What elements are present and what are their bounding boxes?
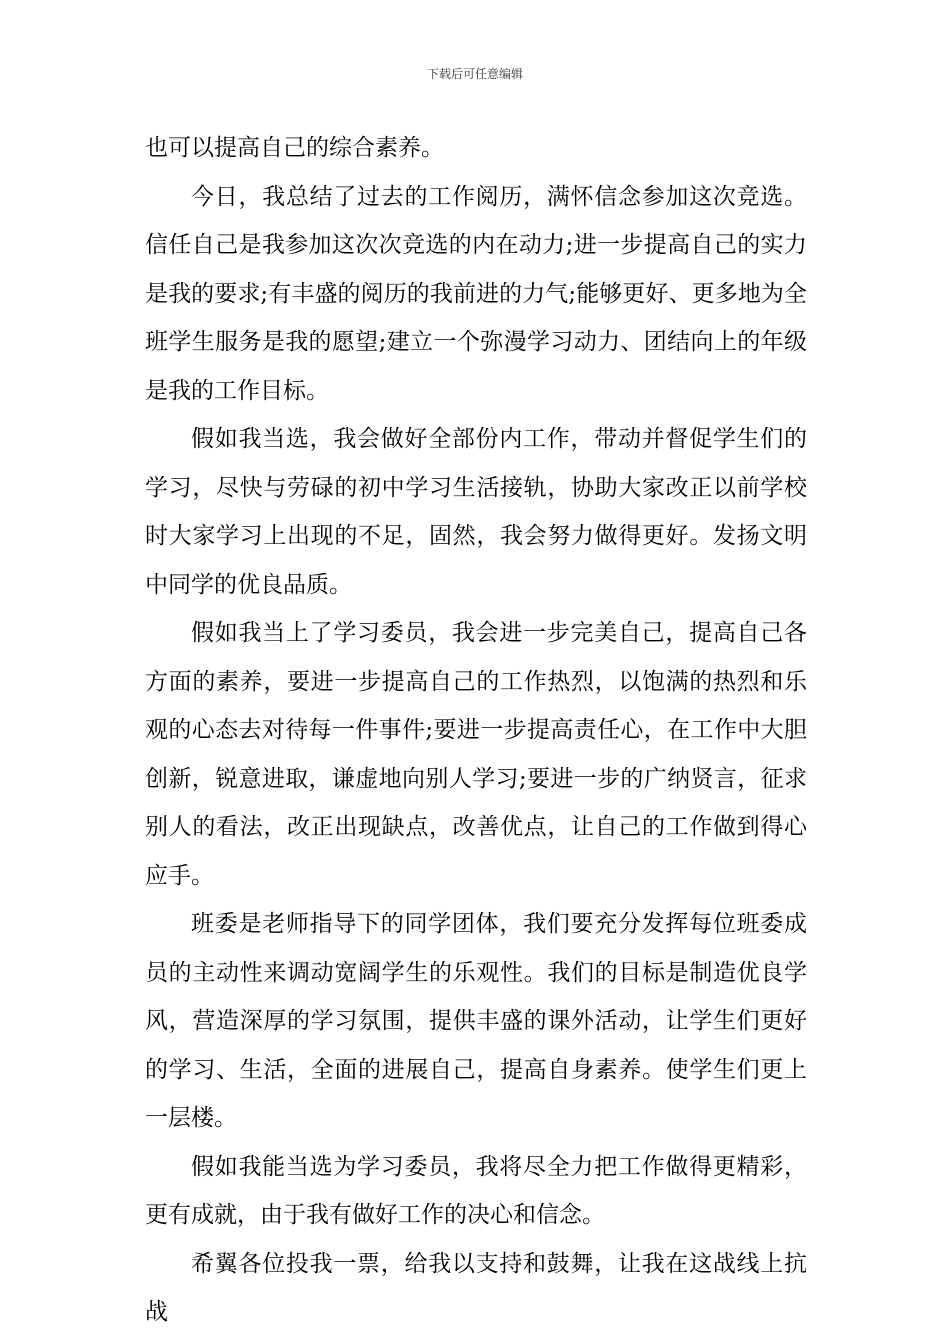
paragraph-7: 希翼各位投我一票，给我以支持和鼓舞，让我在这战线上抗战 [145,1250,807,1325]
paragraph-2: 今日，我总结了过去的工作阅历，满怀信念参加这次竞选。信任自己是我参加这次次竞选的内在动力;进一步提高自己的实力是我的要求;有丰盛的阅历的我前进的力气;能够更好、更多地为全班学生服务是我的愿望;建立一个弥漫学习动力、团结向上的年级是我的工作目标。 [145,183,807,404]
paragraph-5: 班委是老师指导下的同学团体，我们要充分发挥每位班委成员的主动性来调动宽阔学生的乐观性。我们的目标是制造优良学风，营造深厚的学习氛围，提供丰盛的课外活动，让学生们更好的学习、生活，全面的进展自己，提高自身素养。使学生们更上一层楼。 [145,911,807,1131]
page-header: 下载后可任意编辑 [426,67,523,81]
document-body [145,124,807,1337]
paragraph-6: 假如我能当选为学习委员，我将尽全力把工作做得更精彩，更有成就，由于我有做好工作的决心和信念。 [145,1153,807,1228]
paragraph-1: 也可以提高自己的综合素养。 [145,135,444,161]
paragraph-3: 假如我当选，我会做好全部份内工作，带动并督促学生们的学习，尽快与劳碌的初中学习生活接轨，协助大家改正以前学校时大家学习上出现的不足，固然，我会努力做得更好。发扬文明中同学的优良品质。 [145,426,807,598]
paragraph-4: 假如我当上了学习委员，我会进一步完美自己，提高自己各方面的素养，要进一步提高自己的工作热烈，以饱满的热烈和乐观的心态去对待每一件事件;要进一步提高责任心，在工作中大胆创新，锐意进取，谦虚地向别人学习;要进一步的广纳贤言，征求别人的看法，改正出现缺点，改善优点，让自己的工作做到得心应手。 [145,620,807,889]
